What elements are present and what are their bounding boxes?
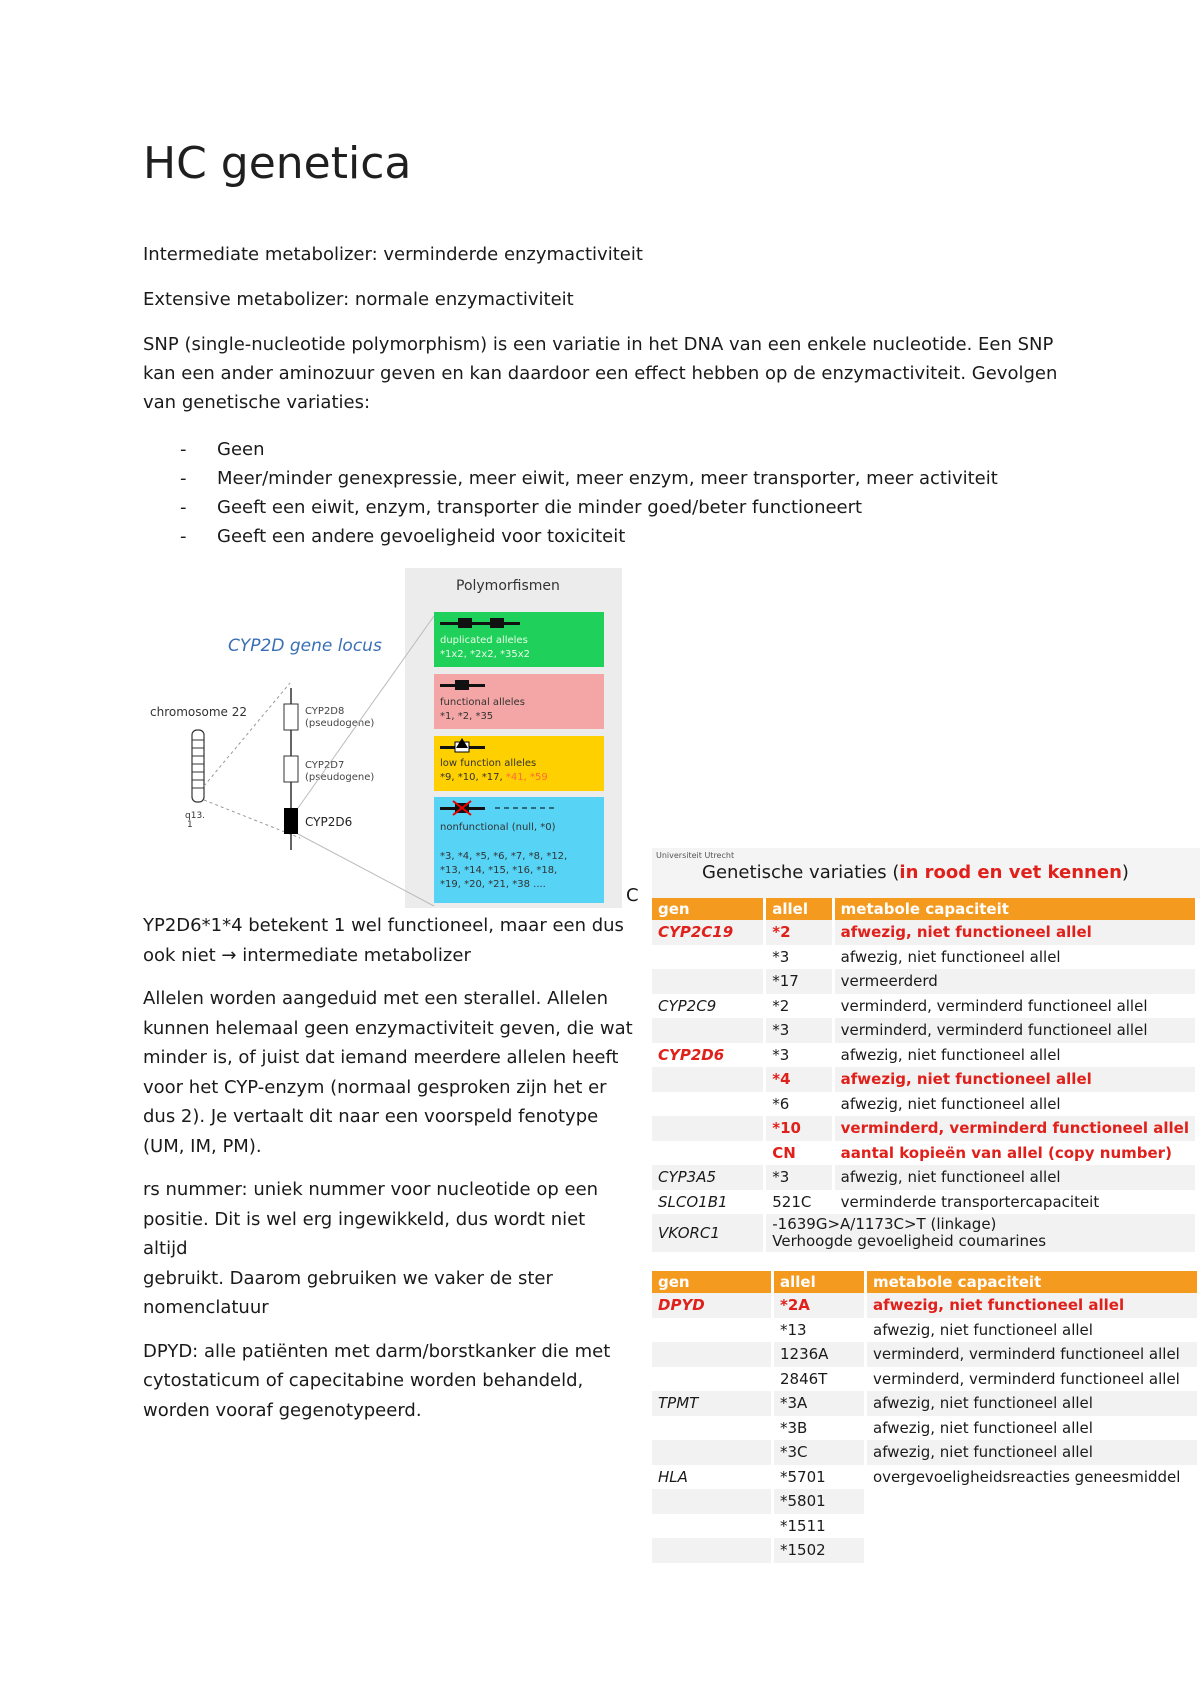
col-header-capacity: metabole capaciteit (866, 1271, 1199, 1293)
table-row (652, 1116, 1197, 1141)
cell-gen (652, 1067, 765, 1092)
cell-capacity (866, 1538, 1199, 1563)
table-row (652, 1514, 1199, 1539)
table-row (652, 1318, 1199, 1343)
cell-capacity: afwezig, niet functioneel allel (866, 1440, 1199, 1465)
non-values: *13, *14, *15, *16, *18, (440, 865, 558, 876)
page-title: HC genetica (143, 138, 412, 189)
cell-gen (652, 1440, 773, 1465)
table-row (652, 969, 1197, 994)
em-definition: Extensive metabolizer: normale enzymactiviteit (143, 289, 574, 310)
cell-capacity: verminderd, verminderd functioneel allel (866, 1367, 1199, 1392)
cell-allel: *1511 (773, 1514, 866, 1539)
table1-title: Genetische variaties (in rood en vet kennen) (702, 862, 1129, 883)
cell-gen: CYP2C9 (652, 994, 765, 1019)
non-values: *3, *4, *5, *6, *7, *8, *12, (440, 851, 568, 862)
table-row (652, 920, 1197, 945)
cell-capacity: afwezig, niet functioneel allel (833, 1092, 1196, 1117)
table-row (652, 1190, 1197, 1215)
cell-allel: *6 (765, 1092, 833, 1117)
func-values: *1, *2, *35 (440, 711, 494, 722)
cell-allel: *2A (773, 1293, 866, 1318)
table1-title-bar (652, 848, 1200, 898)
table-row (652, 1018, 1197, 1043)
cell-gen: CYP3A5 (652, 1165, 765, 1190)
cell-capacity: verminderd, verminderd functioneel allel (833, 1116, 1196, 1141)
cyp2d7-box (284, 756, 298, 782)
cell-capacity: afwezig, niet functioneel allel (833, 1043, 1196, 1068)
cell-capacity: verminderde transportercapaciteit (833, 1190, 1196, 1215)
zoom-line (204, 683, 290, 786)
cell-allel: *17 (765, 969, 833, 994)
cyp2d8-sub: (pseudogene) (305, 718, 375, 729)
cell-allel: *3 (765, 1165, 833, 1190)
trailing-c: C (626, 885, 639, 906)
cell-capacity: overgevoeligheidsreacties geneesmiddel (866, 1465, 1199, 1490)
cell-allel: *1502 (773, 1538, 866, 1563)
table-row (652, 1391, 1199, 1416)
q13-label: q13. (185, 811, 206, 821)
cell-gen: DPYD (652, 1293, 773, 1318)
cell-allel: 2846T (773, 1367, 866, 1392)
figure-header: Polymorfismen (456, 578, 560, 594)
cell-gen (652, 1318, 773, 1343)
cell-gen: VKORC1 (652, 1214, 765, 1252)
cell-gen (652, 1367, 773, 1392)
table-row (652, 1067, 1197, 1092)
cell-gen: TPMT (652, 1391, 773, 1416)
cell-capacity: afwezig, niet functioneel allel (833, 1165, 1196, 1190)
cell-capacity: afwezig, niet functioneel allel (866, 1293, 1199, 1318)
table-row (652, 1165, 1197, 1190)
snp-line: SNP (single-nucleotide polymorphism) is een variatie in het DNA van een enkele nucleotide. Een SNP (143, 334, 1054, 355)
cell-allel: *3 (765, 1043, 833, 1068)
left-column (143, 911, 633, 1439)
cyp2d8-box (284, 704, 298, 730)
cell-capacity: afwezig, niet functioneel allel (833, 945, 1196, 970)
cell-capacity (866, 1489, 1199, 1514)
university-logo: Universiteit Utrecht (656, 851, 735, 860)
cell-gen (652, 1489, 773, 1514)
cell-capacity: vermeerderd (833, 969, 1196, 994)
cyp2d8-label: CYP2D8 (305, 706, 345, 717)
cell-gen (652, 1514, 773, 1539)
cell-allel: *3 (765, 945, 833, 970)
table-row (652, 1489, 1199, 1514)
cell-capacity: afwezig, niet functioneel allel (866, 1416, 1199, 1441)
cell-capacity: afwezig, niet functioneel allel (866, 1318, 1199, 1343)
q13-sub: 1 (187, 820, 193, 830)
table-row (652, 945, 1197, 970)
cell-gen (652, 1116, 765, 1141)
cell-gen (652, 1342, 773, 1367)
low-values: *9, *10, *17, *41, *59 (440, 772, 548, 783)
cyp2d6-box (284, 808, 298, 834)
cell-allel: *5701 (773, 1465, 866, 1490)
cell-gen (652, 1538, 773, 1563)
paragraph-allelen: Allelen worden aangeduid met een sterallel. Allelen kunnen helemaal geen enzymactiviteit geven, die wat minder is, of juist dat iemand meerdere allelen heeft voor het CYP-enzym (normaal gesproken zijn het er dus 2). Je vertaalt dit naar een voorspeld fenotype (UM, IM, PM). (143, 988, 633, 1157)
cyp2d7-sub: (pseudogene) (305, 772, 375, 783)
cell-capacity: verminderd, verminderd functioneel allel (833, 1018, 1196, 1043)
col-header-allel: allel (765, 898, 833, 920)
table-row (652, 1342, 1199, 1367)
table-row (652, 1416, 1199, 1441)
func-label: functional alleles (440, 697, 525, 708)
cell-allel: *2 (765, 994, 833, 1019)
cell-allel: *3 (765, 1018, 833, 1043)
dpyd-tpmt-hla-table (652, 1271, 1200, 1563)
cell-allel: *3B (773, 1416, 866, 1441)
locus-title: CYP2D gene locus (228, 636, 382, 656)
col-header-capacity: metabole capaciteit (833, 898, 1196, 920)
genetic-variations-table (652, 898, 1198, 1252)
cyp2d7-label: CYP2D7 (305, 760, 345, 771)
table-row (652, 1293, 1199, 1318)
cell-allel: 1236A (773, 1342, 866, 1367)
cell-capacity: afwezig, niet functioneel allel (833, 920, 1196, 945)
cell-gen (652, 1018, 765, 1043)
snp-line: kan een ander aminozuur geven en kan daardoor een effect hebben op de enzymactiviteit. Gevolgen (143, 363, 1058, 384)
cell-allel: *3A (773, 1391, 866, 1416)
snp-line: van genetische variaties: (143, 392, 371, 413)
table-row (652, 1367, 1199, 1392)
chromosome-label: chromosome 22 (150, 705, 247, 719)
cell-gen (652, 1141, 765, 1166)
cell-allel: *2 (765, 920, 833, 945)
cell-gen (652, 969, 765, 994)
cell-allel: *4 (765, 1067, 833, 1092)
col-header-allel: allel (773, 1271, 866, 1293)
col-header-gen: gen (652, 898, 765, 920)
cell-gen (652, 1416, 773, 1441)
table-row (652, 994, 1197, 1019)
cell-allel: 521C (765, 1190, 833, 1215)
cell-capacity (866, 1514, 1199, 1539)
cyp2d6-label: CYP2D6 (305, 815, 353, 829)
cell-allel: *5801 (773, 1489, 866, 1514)
paragraph-cyp2d6: YP2D6*1*4 betekent 1 wel functioneel, maar een dus ook niet → intermediate metabolizer (143, 915, 624, 966)
col-header-gen: gen (652, 1271, 773, 1293)
chromosome-icon (192, 730, 204, 802)
cell-capacity: afwezig, niet functioneel allel (833, 1067, 1196, 1092)
cell-capacity: verminderd, verminderd functioneel allel (833, 994, 1196, 1019)
table-row (652, 1538, 1199, 1563)
table-row (652, 1092, 1197, 1117)
im-definition: Intermediate metabolizer: verminderde enzymactiviteit (143, 244, 643, 265)
table-row (652, 1214, 1197, 1252)
non-values: *19, *20, *21, *38 .... (440, 879, 546, 890)
snp-paragraph (143, 330, 1057, 417)
cell-allel: *3C (773, 1440, 866, 1465)
cell-gen (652, 1092, 765, 1117)
table-row (652, 1465, 1199, 1490)
non-label: nonfunctional (null, *0) (440, 822, 556, 833)
cell-allel: *10 (765, 1116, 833, 1141)
cell-gen (652, 945, 765, 970)
table-row (652, 1440, 1199, 1465)
table-row (652, 1141, 1197, 1166)
cell-allel: -1639G>A/1173C>T (linkage) Verhoogde gevoeligheid coumarines (765, 1214, 1197, 1252)
cyp2d-locus-figure (140, 568, 622, 908)
dup-label: duplicated alleles (440, 635, 528, 646)
low-label: low function alleles (440, 758, 537, 769)
table-row (652, 1043, 1197, 1068)
dup-values: *1x2, *2x2, *35x2 (440, 649, 531, 660)
cell-capacity: afwezig, niet functioneel allel (866, 1391, 1199, 1416)
cell-capacity: verminderd, verminderd functioneel allel (866, 1342, 1199, 1367)
cell-gen: CYP2D6 (652, 1043, 765, 1068)
paragraph-rs-nummer: rs nummer: uniek nummer voor nucleotide op een positie. Dit is wel erg ingewikkeld, dus wordt niet altijd gebruikt. Daarom gebruiken we vaker de ster nomenclatuur (143, 1179, 599, 1318)
cell-gen: CYP2C19 (652, 920, 765, 945)
cell-capacity: aantal kopieën van allel (copy number) (833, 1141, 1196, 1166)
cell-allel: CN (765, 1141, 833, 1166)
cell-gen: SLCO1B1 (652, 1190, 765, 1215)
cell-allel: *13 (773, 1318, 866, 1343)
paragraph-dpyd: DPYD: alle patiënten met darm/borstkanker die met cytostaticum of capecitabine worden behandeld, worden vooraf gegenotypeerd. (143, 1340, 611, 1421)
cell-gen: HLA (652, 1465, 773, 1490)
